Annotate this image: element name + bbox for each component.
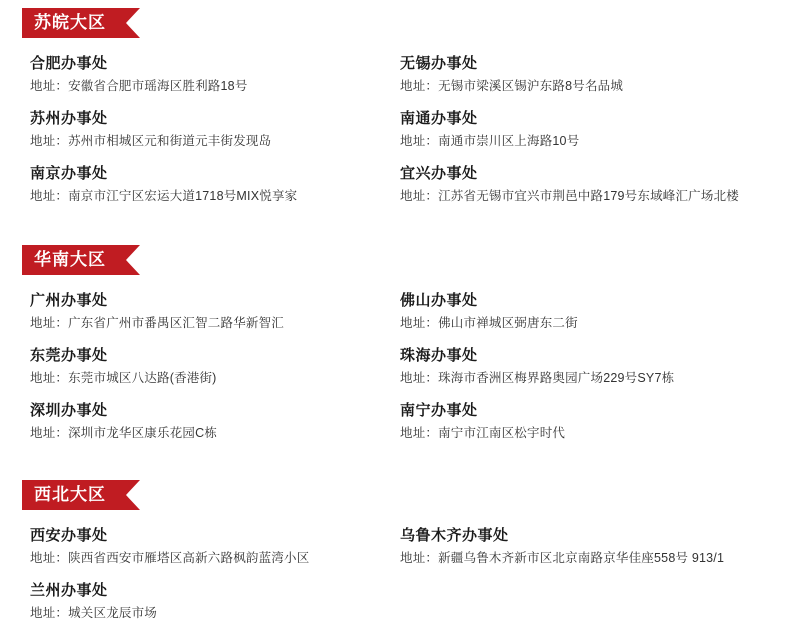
- office-address: [400, 423, 783, 441]
- office-name: 南通办事处: [400, 110, 478, 127]
- address-value: 苏州市相城区元和街道元丰街发现岛: [68, 134, 272, 148]
- address-label: 地址：: [400, 134, 439, 148]
- address-label: 地址：: [30, 371, 69, 385]
- address-value: 广东省广州市番禺区汇智二路华新智汇: [68, 316, 285, 330]
- address-value: 江苏省无锡市宜兴市荆邑中路179号东域峰汇广场北楼: [438, 189, 739, 203]
- address-value: 珠海市香洲区梅界路奥园广场229号SY7栋: [438, 371, 675, 385]
- office-entry: [30, 107, 372, 149]
- address-value: 南京市江宁区宏运大道1718号MIX悦享家: [68, 189, 298, 203]
- region-title-ribbon-0: 苏皖大区: [22, 8, 126, 38]
- office-entry: [30, 399, 372, 441]
- region-block-1: [0, 245, 793, 454]
- office-entry: [30, 344, 372, 386]
- address-value: 南宁市江南区松宇时代: [438, 426, 566, 440]
- top-spacer: [0, 0, 793, 8]
- office-name: 东莞办事处: [30, 347, 108, 364]
- office-grid-1: [0, 289, 793, 454]
- office-address: [30, 186, 372, 204]
- address-label: 地址：: [30, 551, 69, 565]
- region-header-0: [22, 8, 793, 38]
- address-label: 地址：: [400, 79, 439, 93]
- office-entry: [400, 344, 783, 386]
- address-label: 地址：: [400, 426, 439, 440]
- region-spacer-2: [0, 454, 793, 480]
- address-label: 地址：: [400, 189, 439, 203]
- office-name: 佛山办事处: [400, 292, 478, 309]
- region-title-ribbon-2: 西北大区: [22, 480, 126, 510]
- office-name: 深圳办事处: [30, 402, 108, 419]
- region-spacer-1: [0, 217, 793, 245]
- address-value: 南通市崇川区上海路10号: [438, 134, 580, 148]
- office-name: 乌鲁木齐办事处: [400, 527, 509, 544]
- office-grid-0: [0, 52, 793, 217]
- address-label: 地址：: [400, 371, 439, 385]
- office-entry: [400, 399, 783, 441]
- office-entry: [400, 162, 783, 204]
- address-label: 地址：: [30, 606, 69, 620]
- address-value: 东莞市城区八达路(香港街): [68, 371, 217, 385]
- address-value: 城关区龙辰市场: [68, 606, 158, 620]
- office-entry: [400, 107, 783, 149]
- office-name: 珠海办事处: [400, 347, 478, 364]
- address-label: 地址：: [30, 79, 69, 93]
- office-address: [400, 313, 783, 331]
- address-label: 地址：: [30, 426, 69, 440]
- office-name: 广州办事处: [30, 292, 108, 309]
- office-entry: [400, 52, 783, 94]
- address-label: 地址：: [30, 189, 69, 203]
- office-entry: [30, 162, 372, 204]
- office-address: [30, 603, 372, 621]
- address-value: 新疆乌鲁木齐新市区北京南路京华佳座558号 913/1: [438, 551, 725, 565]
- office-entry: [30, 579, 372, 621]
- office-name: 南宁办事处: [400, 402, 478, 419]
- address-value: 深圳市龙华区康乐花园C栋: [68, 426, 218, 440]
- office-name: 宜兴办事处: [400, 165, 478, 182]
- office-address: [30, 368, 372, 386]
- office-address: [30, 313, 372, 331]
- region-header-2: [22, 480, 793, 510]
- address-label: 地址：: [30, 316, 69, 330]
- office-address: [30, 76, 372, 94]
- office-name: 西安办事处: [30, 527, 108, 544]
- office-name: 合肥办事处: [30, 55, 108, 72]
- office-name: 苏州办事处: [30, 110, 108, 127]
- office-entry-empty: [400, 579, 783, 621]
- address-label: 地址：: [30, 134, 69, 148]
- office-address: [400, 131, 783, 149]
- address-label: 地址：: [400, 551, 439, 565]
- office-name: 南京办事处: [30, 165, 108, 182]
- office-address: [30, 548, 372, 566]
- region-block-0: [0, 8, 793, 217]
- office-name: 兰州办事处: [30, 582, 108, 599]
- office-address: [400, 548, 783, 566]
- address-value: 无锡市梁溪区锡沪东路8号名品城: [438, 79, 624, 93]
- office-entry: [30, 289, 372, 331]
- office-grid-2: [0, 524, 793, 634]
- region-header-1: [22, 245, 793, 275]
- office-address: [400, 76, 783, 94]
- address-label: 地址：: [400, 316, 439, 330]
- region-block-2: [0, 480, 793, 634]
- address-value: 安徽省合肥市瑶海区胜利路18号: [68, 79, 248, 93]
- office-address: [400, 368, 783, 386]
- office-address: [30, 423, 372, 441]
- office-address: [30, 131, 372, 149]
- office-address: [400, 186, 783, 204]
- office-entry: [30, 52, 372, 94]
- address-value: 陕西省西安市雁塔区高新六路枫韵蓝湾小区: [68, 551, 310, 565]
- region-title-ribbon-1: 华南大区: [22, 245, 126, 275]
- address-value: 佛山市禅城区弼唐东二街: [438, 316, 578, 330]
- office-entry: [400, 289, 783, 331]
- office-entry: [400, 524, 783, 566]
- office-name: 无锡办事处: [400, 55, 478, 72]
- office-entry: [30, 524, 372, 566]
